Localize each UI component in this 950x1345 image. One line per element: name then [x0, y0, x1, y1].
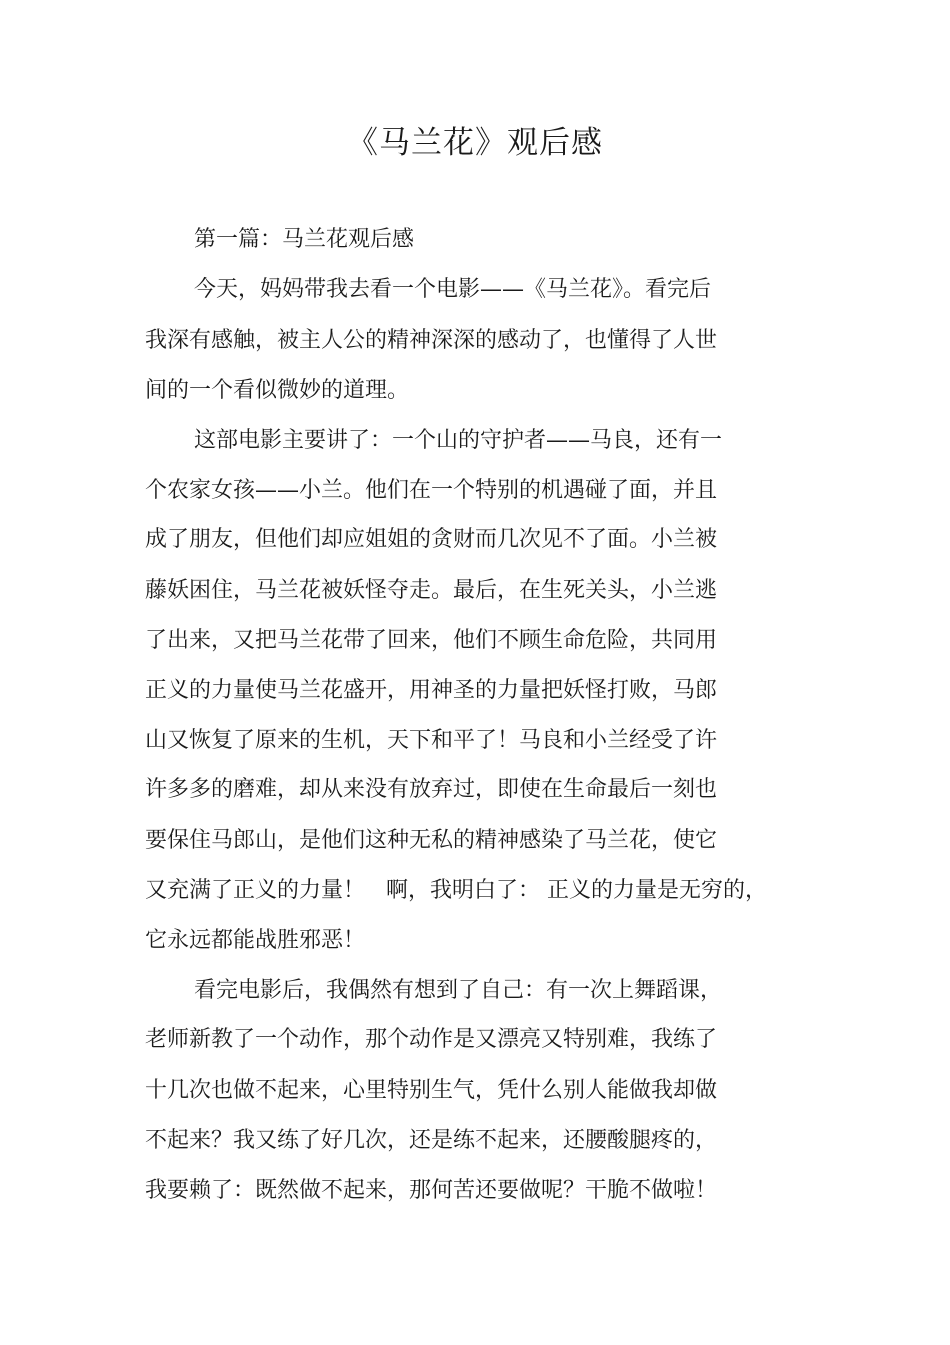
paragraph-line: 十几次也做不起来，心里特别生气，凭什么别人能做我却做 — [145, 1078, 718, 1103]
paragraph-line: 今天，妈妈带我去看一个电影——《马兰花》。看完后 — [194, 277, 712, 302]
paragraph-line: 我要赖了：既然做不起来，那何苦还要做呢？干脆不做啦！ — [145, 1178, 718, 1203]
paragraph-line: 要保住马郎山，是他们这种无私的精神感染了马兰花，使它 — [145, 828, 718, 853]
paragraph-line: 成了朋友，但他们却应姐姐的贪财而几次见不了面。小兰被 — [145, 527, 718, 552]
paragraph-line: 了出来，又把马兰花带了回来，他们不顾生命危险，共同用 — [145, 628, 718, 653]
paragraph-line: 藤妖困住，马兰花被妖怪夺走。最后，在生死关头，小兰逃 — [145, 578, 718, 603]
paragraph-line: 又充满了正义的力量！ 啊，我明白了： 正义的力量是无穷的， — [145, 878, 767, 903]
section-heading: 第一篇：马兰花观后感 — [194, 227, 415, 252]
document-title: 《马兰花》观后感 — [347, 125, 603, 161]
paragraph-line: 正义的力量使马兰花盛开，用神圣的力量把妖怪打败，马郎 — [145, 678, 718, 703]
paragraph-line: 我深有感触，被主人公的精神深深的感动了，也懂得了人世 — [145, 328, 718, 353]
paragraph-line: 老师新教了一个动作，那个动作是又漂亮又特别难，我练了 — [145, 1027, 718, 1052]
paragraph-line: 间的一个看似微妙的道理。 — [145, 378, 410, 403]
paragraph-line: 它永远都能战胜邪恶！ — [145, 928, 366, 953]
paragraph-line: 不起来？我又练了好几次，还是练不起来，还腰酸腿疼的， — [145, 1128, 718, 1153]
paragraph-line: 这部电影主要讲了：一个山的守护者——马良，还有一 — [194, 428, 723, 453]
paragraph-line: 山又恢复了原来的生机，天下和平了！马良和小兰经受了许 — [145, 728, 718, 753]
paragraph-line: 许多多的磨难，却从来没有放弃过，即使在生命最后一刻也 — [145, 777, 718, 802]
paragraph-line: 个农家女孩——小兰。他们在一个特别的机遇碰了面，并且 — [145, 478, 718, 503]
paragraph-line: 看完电影后，我偶然有想到了自己：有一次上舞蹈课， — [194, 978, 723, 1003]
